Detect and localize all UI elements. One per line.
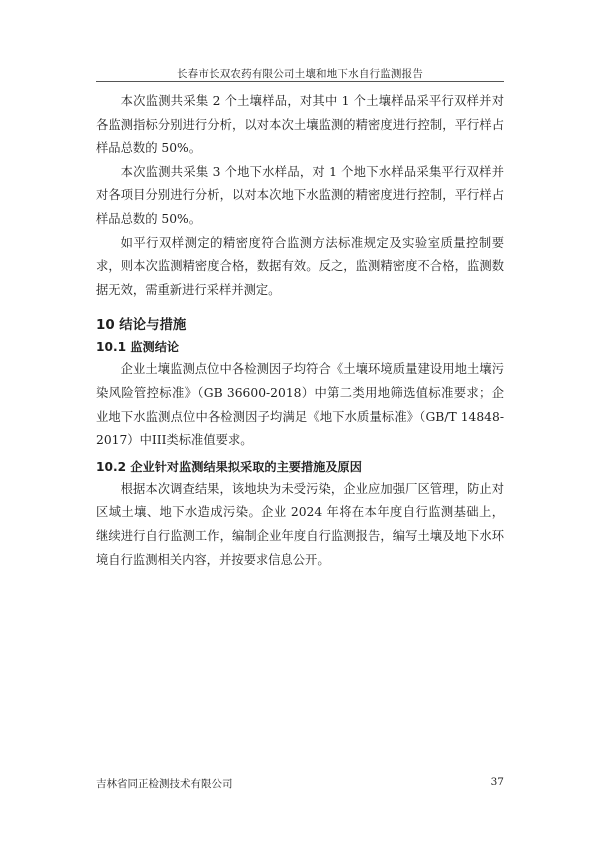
section-10-heading: 10 结论与措施 [96,318,187,334]
footer-company-name: 吉林省同正检测技术有限公司 [96,778,233,790]
header-divider [96,81,504,82]
paragraph-precision-rule: 如平行双样测定的精密度符合监测方法标准规定及实验室质量控制要求，则本次监测精密度合格，数据有效。反之，监测精密度不合格，监测数据无效，需重新进行采样并测定。 [96,235,504,297]
page-header-title: 长春市长双农药有限公司土壤和地下水自行监测报告 [176,68,424,80]
paragraph-measures: 根据本次调查结果，该地块为未受污染，企业应加强厂区管理，防止对区域土壤、地下水造成污染。企业 2024 年将在本年度自行监测基础上，继续进行自行监测工作，编制企业年度自行监测报告，编写土壤及地下水环境自行监测相关内容，并按要求信息公开。 [96,481,504,567]
section-10-1-heading: 10.1 监测结论 [96,340,180,355]
paragraph-soil-quality-control: 本次监测共采集 2 个土壤样品，对其中 1 个土壤样品采平行双样并对各监测指标分别进行分析，以对本次土壤监测的精密度进行控制，平行样占样品总数的 50%。 [96,94,504,156]
page-number: 37 [490,776,504,788]
section-10-2-heading: 10.2 企业针对监测结果拟采取的主要措施及原因 [96,459,362,474]
paragraph-groundwater-quality-control: 本次监测共采集 3 个地下水样品，对 1 个地下水样品采集平行双样并对各项目分别进行分析，以对本次地下水监测的精密度进行控制，平行样占样品总数的 50%。 [96,164,504,226]
document-body [96,90,504,572]
paragraph-monitoring-conclusion: 企业土壤监测点位中各检测因子均符合《土壤环境质量建设用地土壤污染风险管控标准》（GB 36600-2018）中第二类用地筛选值标准要求；企业地下水监测点位中各检测因子均满足《地下水质量标准》（GB/T 14848-2017）中III类标准值要求。 [96,362,504,448]
